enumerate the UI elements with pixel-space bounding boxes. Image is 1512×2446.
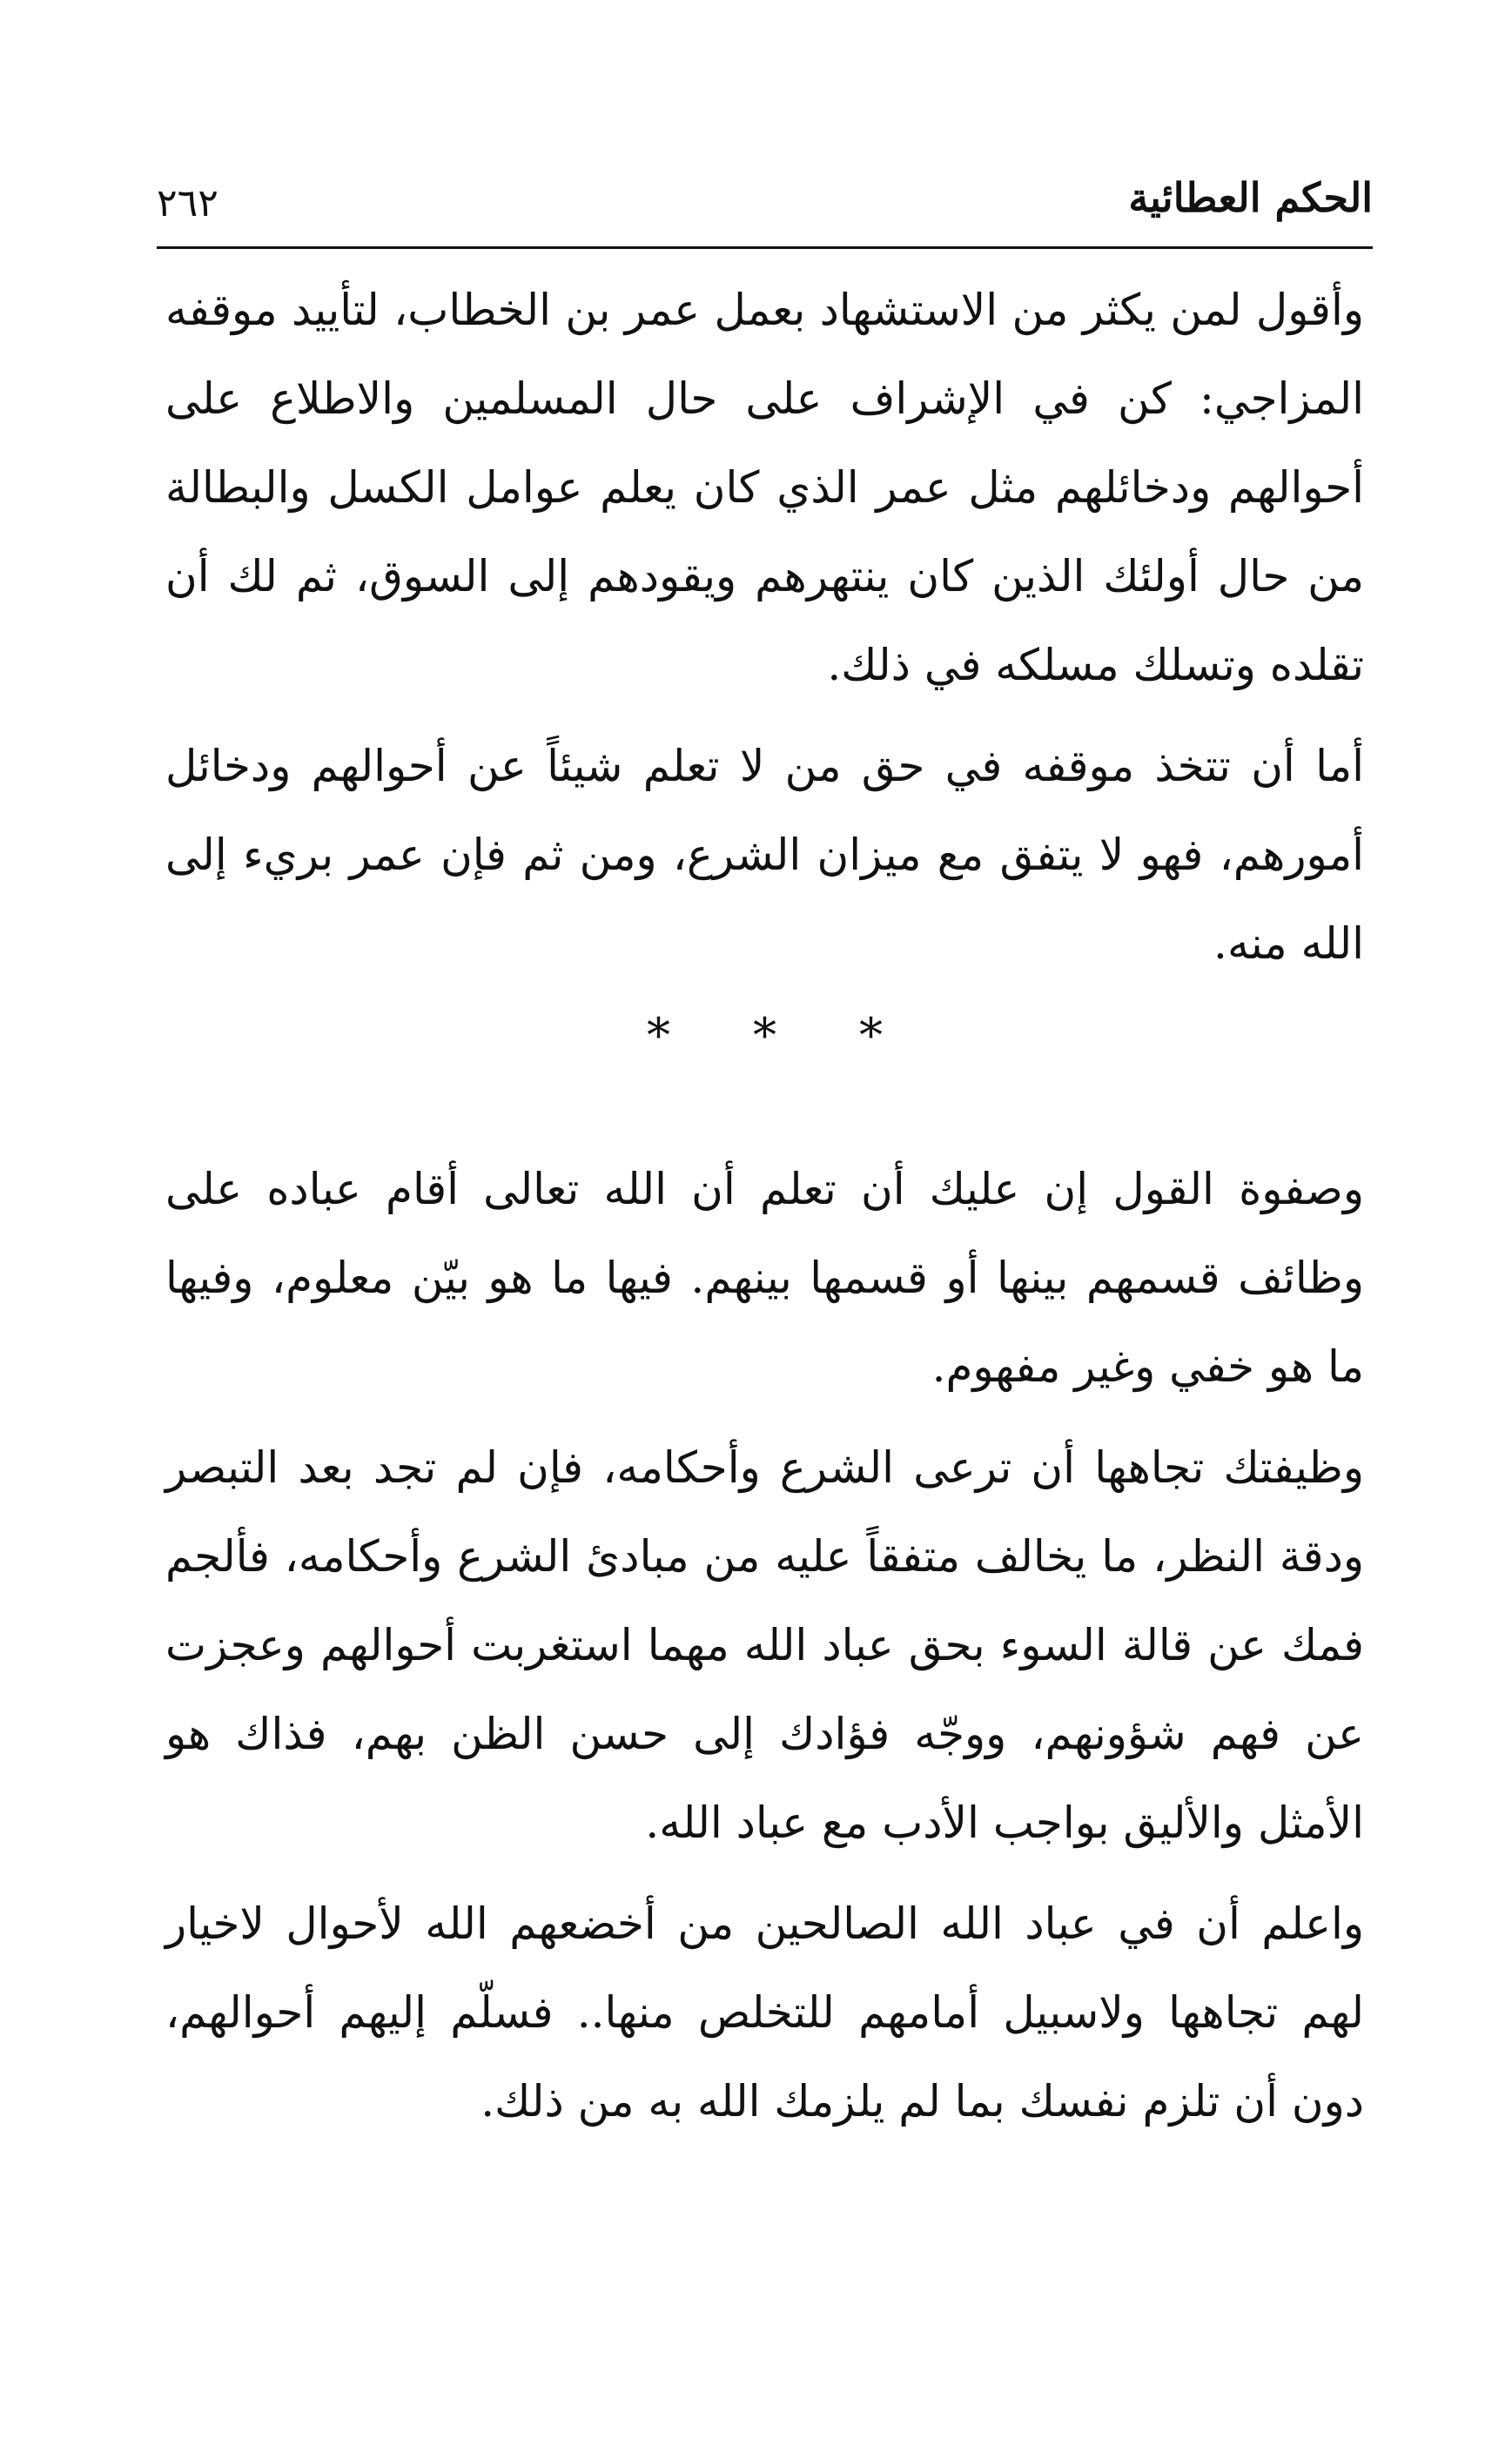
body-text [165,265,1364,2146]
paragraph: وظيفتك تجاهها أن ترعى الشرع وأحكامه، فإن لم تجد بعد التبصر ودقة النظر، ما يخالف متفقاً عليه من مبادئ الشرع وأحكامه، فألجم فمك عن قالة السوء بحق عباد الله مهما استغربت أحوالهم وعجزت عن فهم شؤونهم، ووجّه فؤادك إلى حسن الظن بهم، فذاك هو الأمثل والأليق بواجب الأدب مع عباد الله. [165,1442,1364,1848]
asterisk-ornament: * [859,1008,883,1063]
paragraph: واعلم أن في عباد الله الصالحين من أخضعهم الله لأحوال لاخيار لهم تجاهها ولاسبيل أمامهم للتخلص منها.. فسلّم إليهم أحوالهم، دون أن تلزم نفسك بما لم يلزمك الله به من ذلك. [165,1898,1365,2127]
running-header [157,165,1373,244]
asterisk-ornament: * [753,1008,776,1063]
paragraph: أما أن تتخذ موقفه في حق من لا تعلم شيئاً عن أحوالهم ودخائل أمورهم، فهو لا يتفق مع ميزان الشرع، ومن ثم فإن عمر بريء إلى الله منه. [165,741,1364,969]
book-title: الحكم العطائية [1128,174,1373,221]
section-separator [165,997,1364,1075]
page-number: ٢٦٢ [157,181,218,225]
header-divider [157,246,1373,249]
paragraph: وأقول لمن يكثر من الاستشهاد بعمل عمر بن الخطاب، لتأييد موقفه المزاجي: كن في الإشراف على حال المسلمين والاطلاع على أحوالهم ودخائلهم مثل عمر الذي كان يعلم عوامل الكسل والبطالة من حال أولئك الذين كان ينتهرهم ويقودهم إلى السوق، ثم لك أن تقلده وتسلك مسلكه في ذلك. [165,285,1364,690]
paragraph: وصفوة القول إن عليك أن تعلم أن الله تعالى أقام عباده على وظائف قسمهم بينها أو قسمها بينهم. فيها ما هو بيّن معلوم، وفيها ما هو خفي وغير مفهوم. [165,1164,1364,1392]
asterisk-ornament: * [647,1008,670,1063]
